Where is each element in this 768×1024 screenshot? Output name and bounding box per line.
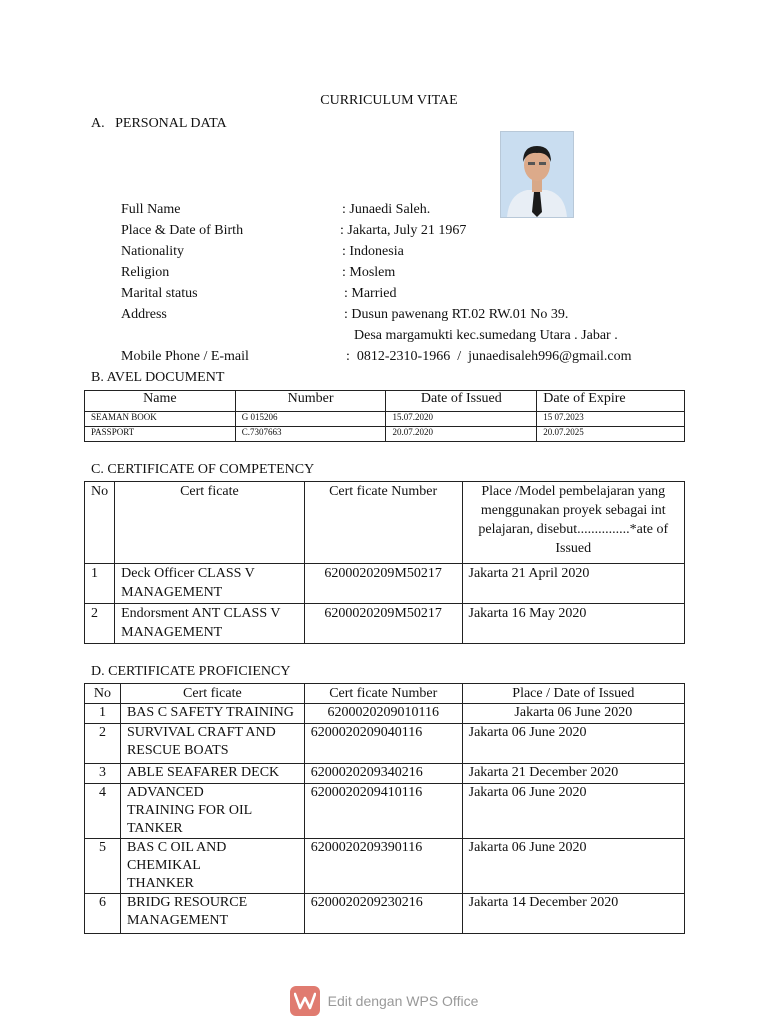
- contact-label: Mobile Phone / E-mail: [121, 349, 249, 364]
- table-cell: 1: [85, 704, 121, 724]
- table-cell: Deck Officer CLASS V MANAGEMENT: [115, 564, 305, 604]
- full-name-label: Full Name: [121, 202, 181, 217]
- competency-table: [84, 481, 685, 644]
- table-cell: 6200020209040116: [304, 724, 462, 764]
- table-cell: 2: [85, 724, 121, 764]
- wps-office-icon: [290, 986, 320, 1016]
- table-cell: Endorsment ANT CLASS V MANAGEMENT: [115, 604, 305, 644]
- table-cell: C.7307663: [235, 427, 386, 442]
- table-cell: G 015206: [235, 412, 386, 427]
- col-header-name: Name: [85, 391, 236, 412]
- wps-footer[interactable]: [0, 985, 768, 1017]
- table-cell: BRIDG RESOURCE MANAGEMENT: [120, 894, 304, 934]
- nationality-value: : Indonesia: [342, 244, 404, 259]
- table-cell: 6200020209230216: [304, 894, 462, 934]
- proficiency-table: [84, 683, 685, 934]
- table-cell: 2: [85, 604, 115, 644]
- address-value-line2: Desa margamukti kec.sumedang Utara . Jabar .: [354, 328, 618, 343]
- table-cell: 5: [85, 839, 121, 894]
- birth-value: : Jakarta, July 21 1967: [340, 223, 467, 238]
- table-row: [85, 412, 685, 427]
- table-cell: 6200020209340216: [304, 764, 462, 784]
- travel-document-table: [84, 390, 685, 442]
- col-header-no: No: [85, 482, 115, 564]
- table-cell: 20.07.2025: [537, 427, 685, 442]
- col-header-certificate-number: Cert ficate Number: [304, 482, 462, 564]
- table-row: [85, 784, 685, 839]
- table-row: [85, 764, 685, 784]
- table-cell: ABLE SEAFARER DECK: [120, 764, 304, 784]
- table-cell: PASSPORT: [85, 427, 236, 442]
- table-cell: 6200020209M50217: [304, 604, 462, 644]
- table-row: [85, 894, 685, 934]
- address-value: : Dusun pawenang RT.02 RW.01 No 39.: [344, 307, 569, 322]
- marital-value: : Married: [344, 286, 397, 301]
- table-cell: 15.07.2020: [386, 412, 537, 427]
- birth-label: Place & Date of Birth: [121, 223, 244, 238]
- table-cell: 6200020209010116: [304, 704, 462, 724]
- section-a-heading: A. PERSONAL DATA: [91, 116, 227, 131]
- document-title: CURRICULUM VITAE: [320, 93, 458, 108]
- table-cell: SURVIVAL CRAFT AND RESCUE BOATS: [120, 724, 304, 764]
- contact-value: : 0812-2310-1966 / junaedisaleh996@gmail.com: [346, 349, 632, 364]
- section-b-heading: B. AVEL DOCUMENT: [91, 370, 225, 385]
- table-cell: SEAMAN BOOK: [85, 412, 236, 427]
- table-cell: Jakarta 21 April 2020: [462, 564, 684, 604]
- wps-footer-text: Edit dengan WPS Office: [327, 993, 479, 1009]
- table-cell: 6200020209M50217: [304, 564, 462, 604]
- table-cell: Jakarta 21 December 2020: [462, 764, 684, 784]
- table-cell: 15 07.2023: [537, 412, 685, 427]
- col-header-place-date: Place /Model pembelajaran yang menggunakan proyek sebagai int pelajaran, disebut...............*ate of Issued: [462, 482, 684, 564]
- full-name-value: : Junaedi Saleh.: [342, 202, 431, 217]
- section-d-heading: D. CERTIFICATE PROFICIENCY: [91, 664, 291, 679]
- profile-photo: [500, 131, 574, 218]
- religion-label: Religion: [121, 265, 170, 280]
- table-cell: ADVANCED TRAINING FOR OIL TANKER: [120, 784, 304, 839]
- religion-value: : Moslem: [342, 265, 396, 280]
- table-row: [85, 839, 685, 894]
- col-header-date-expire: Date of Expire: [537, 391, 685, 412]
- table-cell: BAS C OIL AND CHEMIKAL THANKER: [120, 839, 304, 894]
- col-header-place-date: Place / Date of Issued: [462, 684, 684, 704]
- col-header-certificate-number: Cert ficate Number: [304, 684, 462, 704]
- table-cell: 1: [85, 564, 115, 604]
- marital-label: Marital status: [121, 286, 198, 301]
- table-cell: Jakarta 14 December 2020: [462, 894, 684, 934]
- col-header-certificate: Cert ficate: [115, 482, 305, 564]
- table-cell: 4: [85, 784, 121, 839]
- col-header-no: No: [85, 684, 121, 704]
- table-cell: Jakarta 06 June 2020: [462, 704, 684, 724]
- table-cell: 6200020209390116: [304, 839, 462, 894]
- col-header-certificate: Cert ficate: [120, 684, 304, 704]
- table-cell: Jakarta 16 May 2020: [462, 604, 684, 644]
- table-cell: BAS C SAFETY TRAINING: [120, 704, 304, 724]
- section-c-heading: C. CERTIFICATE OF COMPETENCY: [91, 462, 315, 477]
- col-header-date-issued: Date of Issued: [386, 391, 537, 412]
- table-row: [85, 564, 685, 604]
- table-cell: Jakarta 06 June 2020: [462, 784, 684, 839]
- table-row: [85, 704, 685, 724]
- address-label: Address: [121, 307, 167, 322]
- nationality-label: Nationality: [121, 244, 184, 259]
- col-header-number: Number: [235, 391, 386, 412]
- table-cell: 20.07.2020: [386, 427, 537, 442]
- table-cell: Jakarta 06 June 2020: [462, 724, 684, 764]
- table-cell: 3: [85, 764, 121, 784]
- table-cell: 6200020209410116: [304, 784, 462, 839]
- table-row: [85, 427, 685, 442]
- table-cell: 6: [85, 894, 121, 934]
- table-row: [85, 604, 685, 644]
- table-row: [85, 724, 685, 764]
- table-cell: Jakarta 06 June 2020: [462, 839, 684, 894]
